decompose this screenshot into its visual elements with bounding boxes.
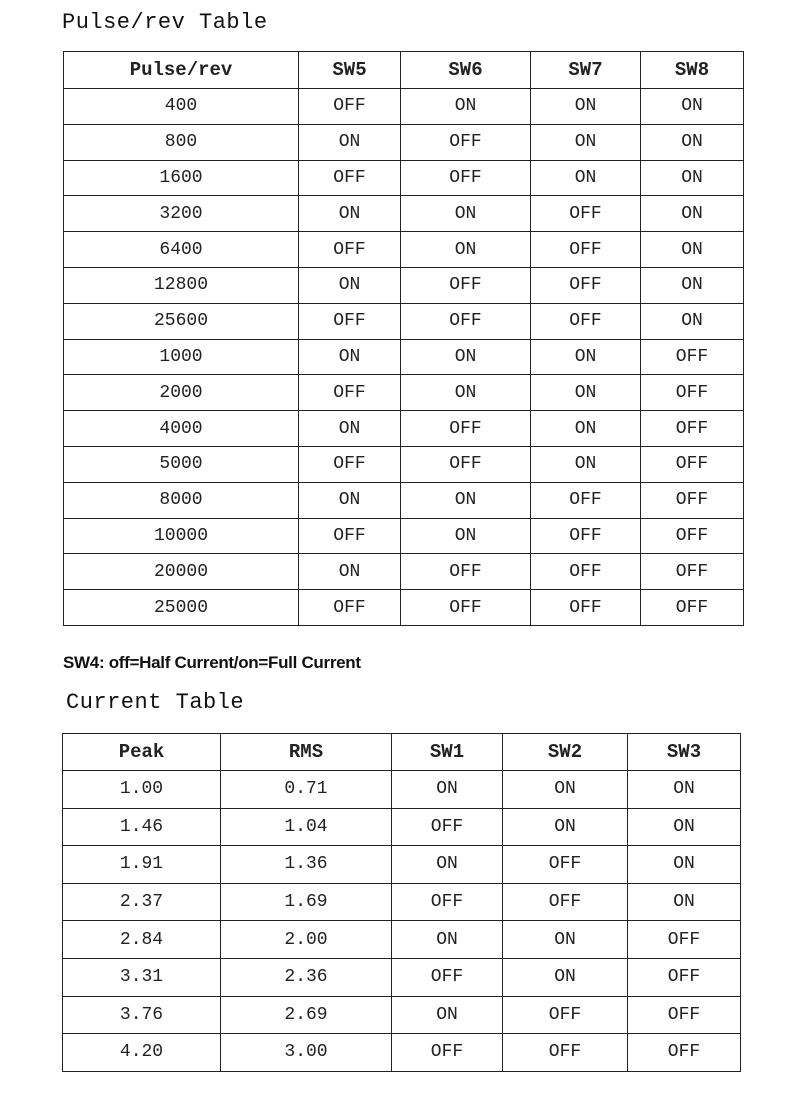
table-cell: 4000 — [64, 411, 299, 447]
table-cell: OFF — [531, 303, 641, 339]
table-cell: OFF — [401, 124, 531, 160]
table-cell: ON — [641, 124, 744, 160]
table-row — [64, 482, 744, 518]
table-cell: OFF — [641, 518, 744, 554]
table-cell: ON — [531, 375, 641, 411]
table-cell: 0.71 — [221, 771, 392, 809]
table-cell: 1.91 — [63, 846, 221, 884]
table-cell: OFF — [531, 518, 641, 554]
table-cell: OFF — [531, 482, 641, 518]
table-cell: OFF — [503, 996, 628, 1034]
table-row — [63, 808, 741, 846]
table-cell: ON — [531, 160, 641, 196]
table-cell: ON — [392, 771, 503, 809]
current-table-title: Current Table — [66, 690, 245, 715]
table-cell: 1000 — [64, 339, 299, 375]
table-cell: OFF — [392, 883, 503, 921]
table-cell: OFF — [641, 339, 744, 375]
table-cell: OFF — [401, 554, 531, 590]
table-cell: OFF — [392, 808, 503, 846]
table-cell: OFF — [299, 590, 401, 626]
table-cell: OFF — [299, 518, 401, 554]
current-table — [62, 733, 741, 1072]
table-cell: OFF — [401, 267, 531, 303]
table-cell: ON — [628, 808, 741, 846]
table-cell: OFF — [299, 446, 401, 482]
table-cell: 2.37 — [63, 883, 221, 921]
table-cell: 800 — [64, 124, 299, 160]
table-cell: ON — [628, 846, 741, 884]
table-row — [64, 160, 744, 196]
pulse-rev-table — [63, 51, 744, 626]
column-header: SW7 — [531, 52, 641, 89]
table-cell: OFF — [641, 554, 744, 590]
table-cell: 1.36 — [221, 846, 392, 884]
table-cell: ON — [531, 124, 641, 160]
table-cell: OFF — [401, 590, 531, 626]
table-row — [63, 1034, 741, 1072]
table-cell: ON — [401, 482, 531, 518]
table-cell: 4.20 — [63, 1034, 221, 1072]
table-cell: ON — [392, 846, 503, 884]
table-cell: 1.00 — [63, 771, 221, 809]
table-cell: OFF — [628, 996, 741, 1034]
table-cell: ON — [503, 921, 628, 959]
table-row — [64, 303, 744, 339]
table-cell: 5000 — [64, 446, 299, 482]
table-row — [63, 771, 741, 809]
table-row — [64, 196, 744, 232]
table-cell: 25000 — [64, 590, 299, 626]
column-header: SW1 — [392, 734, 503, 771]
table-cell: ON — [392, 921, 503, 959]
table-cell: ON — [641, 267, 744, 303]
table-cell: OFF — [628, 958, 741, 996]
table-cell: OFF — [299, 375, 401, 411]
table-cell: 1.04 — [221, 808, 392, 846]
table-cell: OFF — [503, 883, 628, 921]
table-cell: ON — [299, 411, 401, 447]
column-header: SW6 — [401, 52, 531, 89]
table-cell: OFF — [299, 303, 401, 339]
column-header: SW3 — [628, 734, 741, 771]
table-cell: OFF — [531, 554, 641, 590]
column-header: Peak — [63, 734, 221, 771]
table-cell: ON — [641, 89, 744, 125]
table-cell: 2.84 — [63, 921, 221, 959]
table-cell: ON — [299, 196, 401, 232]
table-cell: 2.00 — [221, 921, 392, 959]
table-cell: ON — [531, 89, 641, 125]
table-row — [63, 921, 741, 959]
table-cell: 2.69 — [221, 996, 392, 1034]
table-cell: 20000 — [64, 554, 299, 590]
column-header: SW8 — [641, 52, 744, 89]
table-cell: ON — [503, 958, 628, 996]
table-cell: 8000 — [64, 482, 299, 518]
table-cell: ON — [531, 411, 641, 447]
table-cell: OFF — [531, 196, 641, 232]
table-row — [64, 446, 744, 482]
table-cell: ON — [401, 518, 531, 554]
table-cell: 1600 — [64, 160, 299, 196]
table-cell: OFF — [392, 1034, 503, 1072]
table-cell: ON — [641, 232, 744, 268]
table-cell: ON — [628, 883, 741, 921]
table-row — [64, 267, 744, 303]
table-cell: 3.31 — [63, 958, 221, 996]
table-cell: OFF — [628, 1034, 741, 1072]
table-cell: 400 — [64, 89, 299, 125]
table-cell: 10000 — [64, 518, 299, 554]
table-cell: 25600 — [64, 303, 299, 339]
table-cell: 3200 — [64, 196, 299, 232]
table-row — [63, 846, 741, 884]
table-cell: ON — [531, 446, 641, 482]
table-row — [64, 375, 744, 411]
table-cell: 3.00 — [221, 1034, 392, 1072]
pulse-table-title: Pulse/rev Table — [62, 10, 268, 35]
table-cell: ON — [401, 375, 531, 411]
table-cell: 2000 — [64, 375, 299, 411]
table-cell: 1.46 — [63, 808, 221, 846]
table-row — [64, 89, 744, 125]
table-cell: ON — [401, 196, 531, 232]
table-cell: ON — [299, 554, 401, 590]
table-cell: ON — [299, 124, 401, 160]
table-cell: ON — [401, 89, 531, 125]
table-cell: ON — [401, 339, 531, 375]
table-cell: ON — [401, 232, 531, 268]
table-row — [64, 554, 744, 590]
table-cell: ON — [299, 482, 401, 518]
table-row — [64, 124, 744, 160]
table-cell: ON — [503, 771, 628, 809]
sw4-note: SW4: off=Half Current/on=Full Current — [63, 653, 361, 672]
table-row — [63, 996, 741, 1034]
table-cell: OFF — [641, 446, 744, 482]
table-cell: 1.69 — [221, 883, 392, 921]
table-cell: OFF — [531, 590, 641, 626]
table-cell: OFF — [392, 958, 503, 996]
table-cell: OFF — [531, 232, 641, 268]
table-cell: 3.76 — [63, 996, 221, 1034]
column-header: SW2 — [503, 734, 628, 771]
table-row — [63, 958, 741, 996]
table-cell: OFF — [531, 267, 641, 303]
table-header-row — [64, 52, 744, 89]
table-cell: OFF — [299, 89, 401, 125]
table-cell: OFF — [641, 590, 744, 626]
table-cell: ON — [531, 339, 641, 375]
table-cell: ON — [392, 996, 503, 1034]
table-cell: 2.36 — [221, 958, 392, 996]
table-header-row — [63, 734, 741, 771]
table-cell: OFF — [299, 232, 401, 268]
table-cell: OFF — [641, 482, 744, 518]
column-header: Pulse/rev — [64, 52, 299, 89]
table-row — [64, 232, 744, 268]
column-header: RMS — [221, 734, 392, 771]
table-row — [64, 411, 744, 447]
table-cell: ON — [641, 196, 744, 232]
table-cell: OFF — [641, 375, 744, 411]
table-cell: OFF — [401, 411, 531, 447]
table-cell: ON — [641, 303, 744, 339]
table-row — [63, 883, 741, 921]
table-cell: 12800 — [64, 267, 299, 303]
table-cell: OFF — [628, 921, 741, 959]
table-cell: OFF — [401, 446, 531, 482]
table-cell: OFF — [401, 160, 531, 196]
table-cell: ON — [628, 771, 741, 809]
table-row — [64, 590, 744, 626]
table-cell: ON — [503, 808, 628, 846]
table-cell: OFF — [299, 160, 401, 196]
table-cell: OFF — [401, 303, 531, 339]
table-cell: 6400 — [64, 232, 299, 268]
column-header: SW5 — [299, 52, 401, 89]
table-cell: ON — [641, 160, 744, 196]
table-row — [64, 518, 744, 554]
table-cell: ON — [299, 339, 401, 375]
table-cell: OFF — [503, 1034, 628, 1072]
table-cell: OFF — [641, 411, 744, 447]
table-row — [64, 339, 744, 375]
table-cell: OFF — [503, 846, 628, 884]
table-cell: ON — [299, 267, 401, 303]
